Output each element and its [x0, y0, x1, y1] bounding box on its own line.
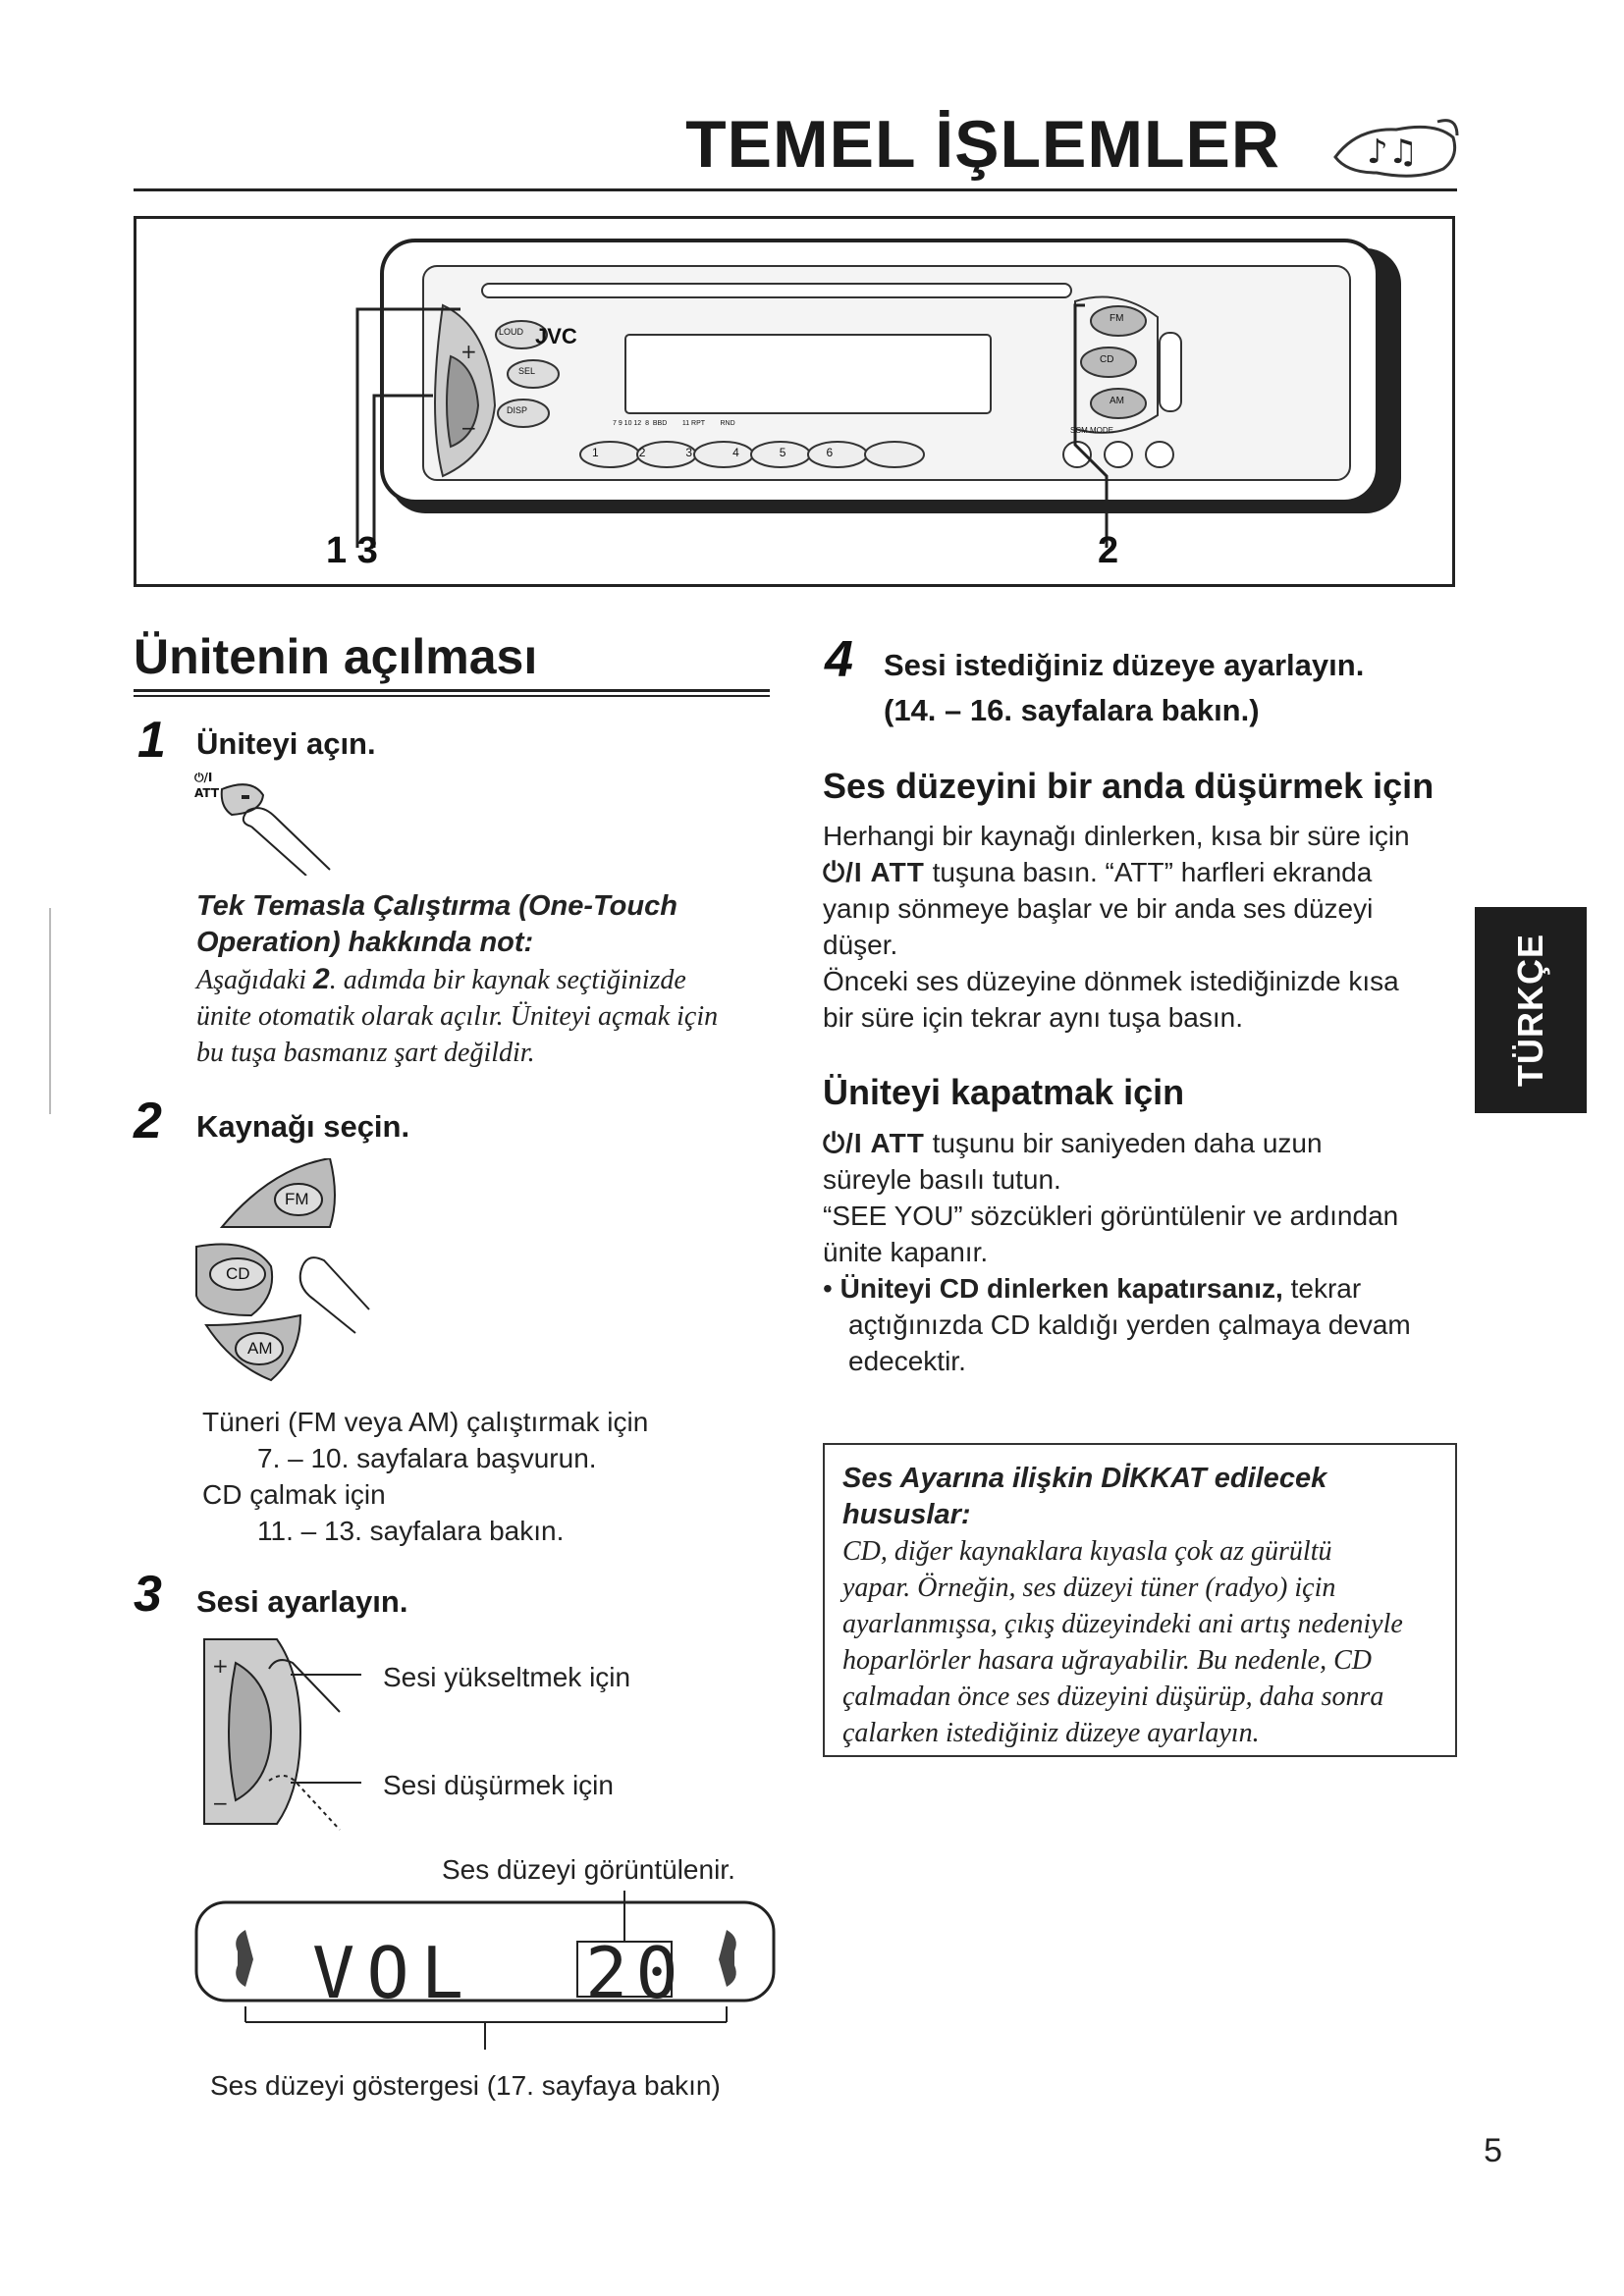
step-text: Sesi istediğiniz düzeye ayarlayın. [884, 648, 1365, 682]
am-button-label: AM [1110, 396, 1124, 406]
margin-mark [49, 908, 51, 1114]
preset-label: 4 [732, 446, 739, 459]
svg-text:♪♫: ♪♫ [1367, 133, 1419, 172]
sel-button-label: SEL [518, 366, 536, 376]
caution-content [842, 1461, 1441, 1751]
preset-label: 6 [826, 446, 834, 459]
power-att-icon: ⏻/I ATT [823, 857, 925, 887]
am-button-label: AM [247, 1339, 273, 1358]
mute-line: düşer. [823, 930, 898, 960]
caution-title: hususlar: [842, 1499, 971, 1530]
cd-page-ref: 11. – 13. sayfalara bakın. [257, 1516, 565, 1546]
display-shown-label: Ses düzeyi görüntülenir. [442, 1854, 735, 1885]
step-number: 1 [137, 712, 166, 769]
section-rule [134, 689, 770, 697]
volume-up-label: Sesi yükseltmek için [383, 1662, 631, 1692]
off-line: ünite kapanır. [823, 1237, 989, 1267]
fm-button-label: FM [285, 1190, 309, 1208]
mute-line: ⏻/I ATT tuşuna basın. “ATT” harfleri ekranda [823, 857, 1373, 887]
caution-line: hoparlörler hasara uğrayabilir. Bu nedenle, CD [842, 1645, 1372, 1676]
preset-label: 1 [592, 446, 599, 459]
preset-label: 2 [638, 446, 646, 459]
svg-text:⏻/I: ⏻/I [194, 771, 213, 784]
scm-mode-label: SCM MODE [1070, 426, 1113, 435]
volume-indicator-label: Ses düzeyi göstergesi (17. sayfaya bakın) [210, 2070, 721, 2101]
preset-labels [592, 446, 833, 459]
power-off-title: Üniteyi kapatmak için [823, 1072, 1185, 1112]
tuner-page-ref: 7. – 10. sayfalara başvurun. [257, 1443, 597, 1473]
mute-title: Ses düzeyini bir anda düşürmek için [823, 766, 1435, 806]
off-line: açtığınızda CD kaldığı yerden çalmaya devam [848, 1309, 1411, 1340]
caution-title: Ses Ayarına ilişkin DİKKAT edilecek [842, 1463, 1327, 1494]
fm-button-label: FM [1110, 313, 1124, 324]
step-text: Kaynağı seçin. [196, 1109, 410, 1144]
note-text: Aşağıdaki 2. adımda bir kaynak seçtiğinizde [196, 963, 686, 995]
language-tab [1475, 907, 1587, 1113]
note-text: ünite otomatik olarak açılır. Üniteyi açmak için [196, 1001, 719, 1032]
step-number: 3 [134, 1566, 162, 1623]
off-line: ⏻/I ATT tuşunu bir saniyeden daha uzun [823, 1128, 1323, 1158]
section-title: Ünitenin açılması [134, 629, 538, 684]
att-button-text: ATT [194, 786, 220, 800]
callout-label-left: 1 3 [326, 530, 378, 571]
volume-knob-illustration [192, 1633, 369, 1849]
note-title: Tek Temasla Çalıştırma (One-Touch [196, 890, 677, 922]
music-notes-icon [1327, 108, 1465, 187]
title-rule [134, 188, 1457, 191]
page-number: 5 [1484, 2132, 1502, 2169]
loud-button-label: LOUD [499, 327, 524, 337]
cd-button-label: CD [226, 1264, 250, 1283]
cd-line: CD çalmak için [202, 1479, 386, 1510]
caution-line: ayarlanmışsa, çıkış düzeyindeki ani artış nedeniyle [842, 1609, 1403, 1639]
disp-button-label: DISP [507, 405, 528, 415]
svg-text:+: + [212, 1654, 229, 1678]
caution-box [823, 1443, 1457, 1757]
note-text: bu tuşa basmanız şart değildir. [196, 1038, 535, 1068]
step-number: 2 [134, 1093, 162, 1149]
caution-line: çalmadan önce ses düzeyini düşürüp, daha sonra [842, 1682, 1384, 1712]
step-page-ref: (14. – 16. sayfalara bakın.) [884, 693, 1260, 727]
volume-display-illustration [192, 1891, 782, 2057]
language-tab-label: TÜRKÇE [1510, 934, 1550, 1087]
one-touch-note [196, 888, 785, 1071]
preset-label: 3 [685, 446, 693, 459]
svg-text:−: − [460, 416, 477, 440]
step-text: Sesi ayarlayın. [196, 1584, 408, 1619]
finger-press-att-icon [192, 768, 340, 876]
cd-button-label: CD [1100, 354, 1114, 365]
off-line: edecektir. [848, 1346, 966, 1376]
caution-line: yapar. Örneğin, ses düzeyi tüner (radyo) için [842, 1573, 1336, 1603]
tuner-line: Tüneri (FM veya AM) çalıştırmak için [202, 1407, 649, 1437]
mute-line: bir süre için tekrar aynı tuşa basın. [823, 1002, 1243, 1033]
off-bullet: • Üniteyi CD dinlerken kapatırsanız, tekrar [823, 1273, 1362, 1304]
mute-line: yanıp sönmeye başlar ve bir anda ses düzeyi [823, 893, 1374, 924]
off-line: “SEE YOU” sözcükleri görüntülenir ve ardından [823, 1201, 1399, 1231]
vol-text: VOL [312, 1932, 476, 2014]
tuner-instructions [202, 1404, 648, 1549]
step-number: 4 [825, 631, 853, 688]
power-att-icon: ⏻/I ATT [823, 1128, 925, 1158]
indicator-labels: 7 9 10 12 8 BBD 11 RPT RND [613, 420, 735, 427]
step-text: Üniteyi açın. [196, 726, 376, 761]
volume-down-label: Sesi düşürmek için [383, 1770, 614, 1800]
caution-line: çalarken istediğiniz düzeye ayarlayın. [842, 1718, 1260, 1748]
caution-line: CD, diğer kaynaklara kıyasla çok az gürültü [842, 1536, 1332, 1567]
mute-line: Önceki ses düzeyine dönmek istediğinizde kısa [823, 966, 1399, 996]
mute-line: Herhangi bir kaynağı dinlerken, kısa bir süre için [823, 821, 1410, 851]
brand-label: JVC [535, 324, 577, 348]
svg-text:−: − [212, 1791, 229, 1815]
power-off-text [823, 1125, 1471, 1379]
volume-level-value: 20 [585, 1932, 686, 2014]
svg-text:+: + [460, 340, 477, 363]
off-line: süreyle basılı tutun. [823, 1164, 1061, 1195]
mute-text [823, 818, 1471, 1036]
note-title: Operation) hakkında not: [196, 927, 534, 958]
preset-label: 5 [779, 446, 786, 459]
callout-label-right: 2 [1098, 530, 1119, 571]
page-title: TEMEL İŞLEMLER [685, 107, 1280, 182]
